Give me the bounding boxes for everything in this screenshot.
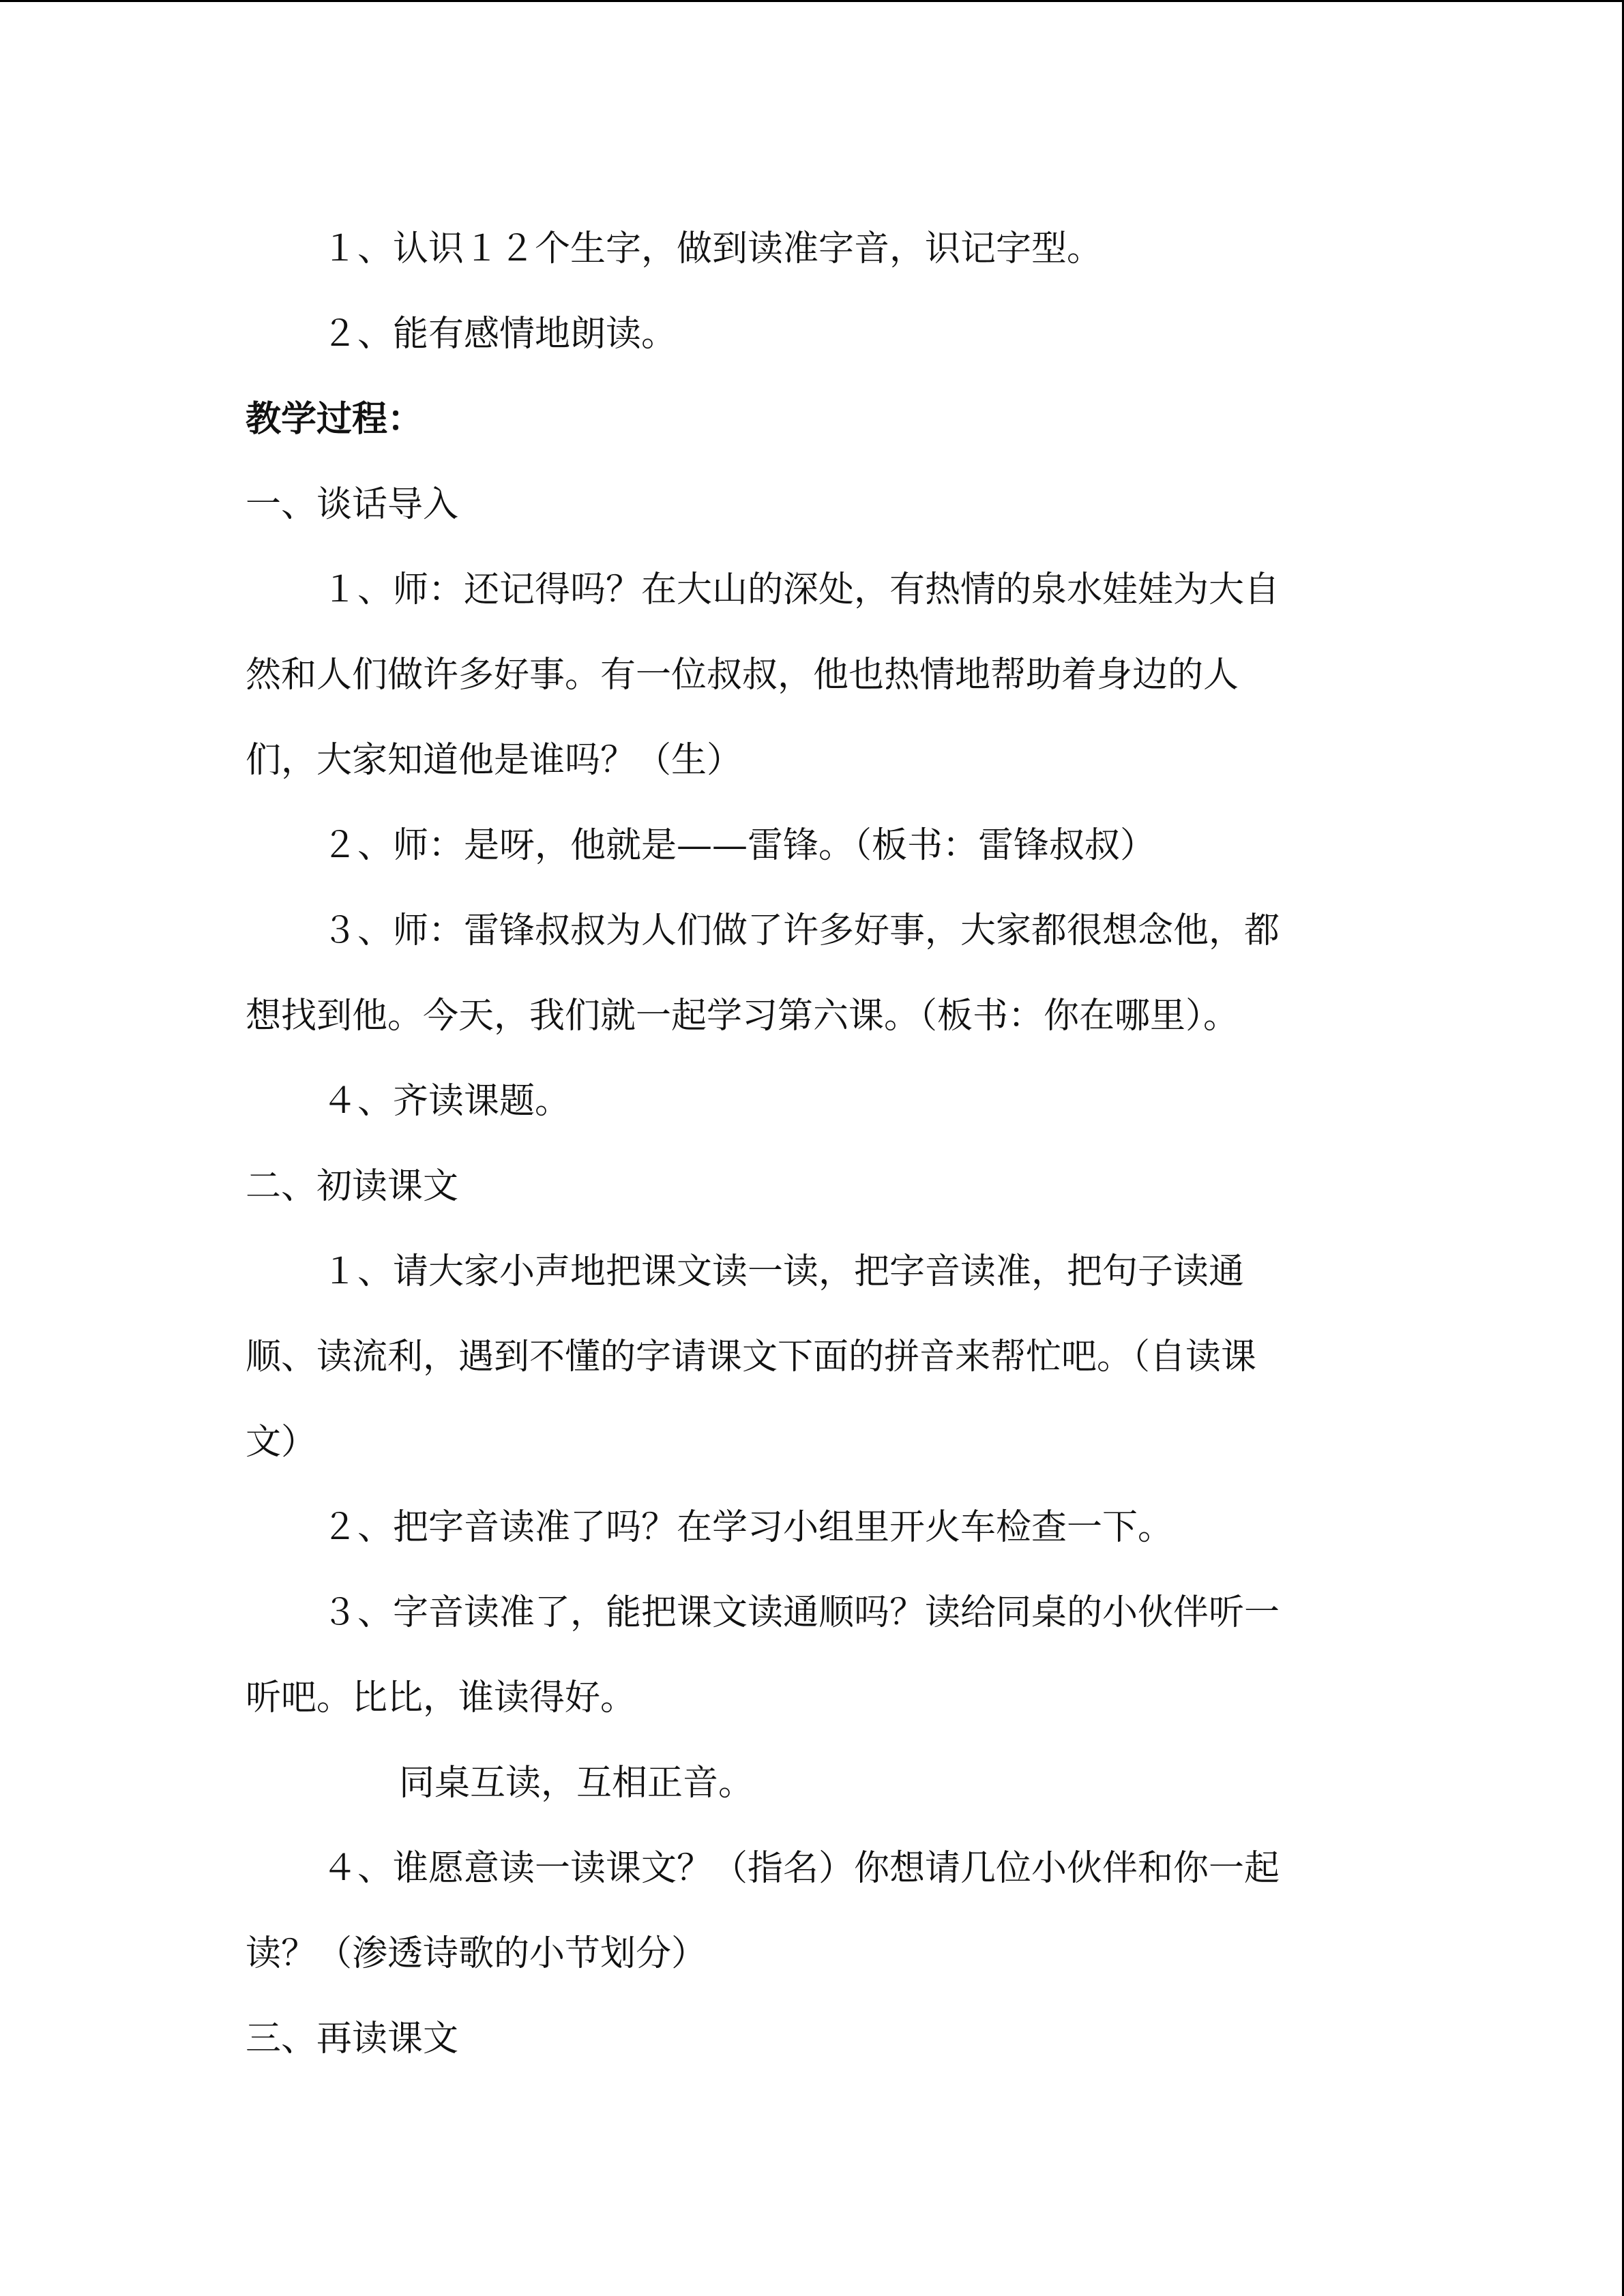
paragraph-line: 听吧。比比，谁读得好。 bbox=[246, 1678, 636, 1718]
paragraph-line: 然和人们做许多好事。有一位叔叔，他也热情地帮助着身边的人 bbox=[246, 655, 1239, 696]
paragraph-line: ４、谁愿意读一读课文？（指名）你想请几位小伙伴和你一起 bbox=[322, 1848, 1280, 1889]
objective-2: ２、能有感情地朗读。 bbox=[322, 314, 677, 355]
paragraph-line: １、师：还记得吗？在大山的深处，有热情的泉水娃娃为大自 bbox=[322, 569, 1280, 610]
paragraph-line: ２、师：是呀，他就是——雷锋。（板书：雷锋叔叔） bbox=[322, 825, 1156, 866]
paragraph-line: 同桌互读，互相正音。 bbox=[399, 1763, 754, 1804]
paragraph-line: １、请大家小声地把课文读一读，把字音读准，把句子读通 bbox=[322, 1251, 1245, 1292]
paragraph-line: ３、字音读准了，能把课文读通顺吗？读给同桌的小伙伴听一 bbox=[322, 1592, 1280, 1633]
paragraph-line: 读？（渗透诗歌的小节划分） bbox=[246, 1933, 707, 1974]
paragraph-line: 们，大家知道他是谁吗？（生） bbox=[246, 740, 743, 781]
paragraph-line: ２、把字音读准了吗？在学习小组里开火车检查一下。 bbox=[322, 1507, 1174, 1548]
paragraph-line: ４、齐读课题。 bbox=[322, 1081, 571, 1122]
section-1-title: 一、谈话导入 bbox=[246, 484, 459, 525]
paragraph-line: 文） bbox=[246, 1422, 317, 1463]
paragraph-line: 顺、读流利，遇到不懂的字请课文下面的拼音来帮忙吧。（自读课 bbox=[246, 1337, 1257, 1377]
process-heading: 教学过程： bbox=[246, 399, 424, 440]
paragraph-line: 想找到他。今天，我们就一起学习第六课。（板书：你在哪里）。 bbox=[246, 996, 1239, 1037]
section-3-title: 三、再读课文 bbox=[246, 2018, 459, 2059]
document-body bbox=[246, 207, 1364, 2082]
section-2-title: 二、初读课文 bbox=[246, 1166, 459, 1207]
paragraph-line: ３、师：雷锋叔叔为人们做了许多好事，大家都很想念他，都 bbox=[322, 910, 1280, 951]
objective-1: １、认识１２个生字，做到读准字音，识记字型。 bbox=[322, 228, 1103, 269]
